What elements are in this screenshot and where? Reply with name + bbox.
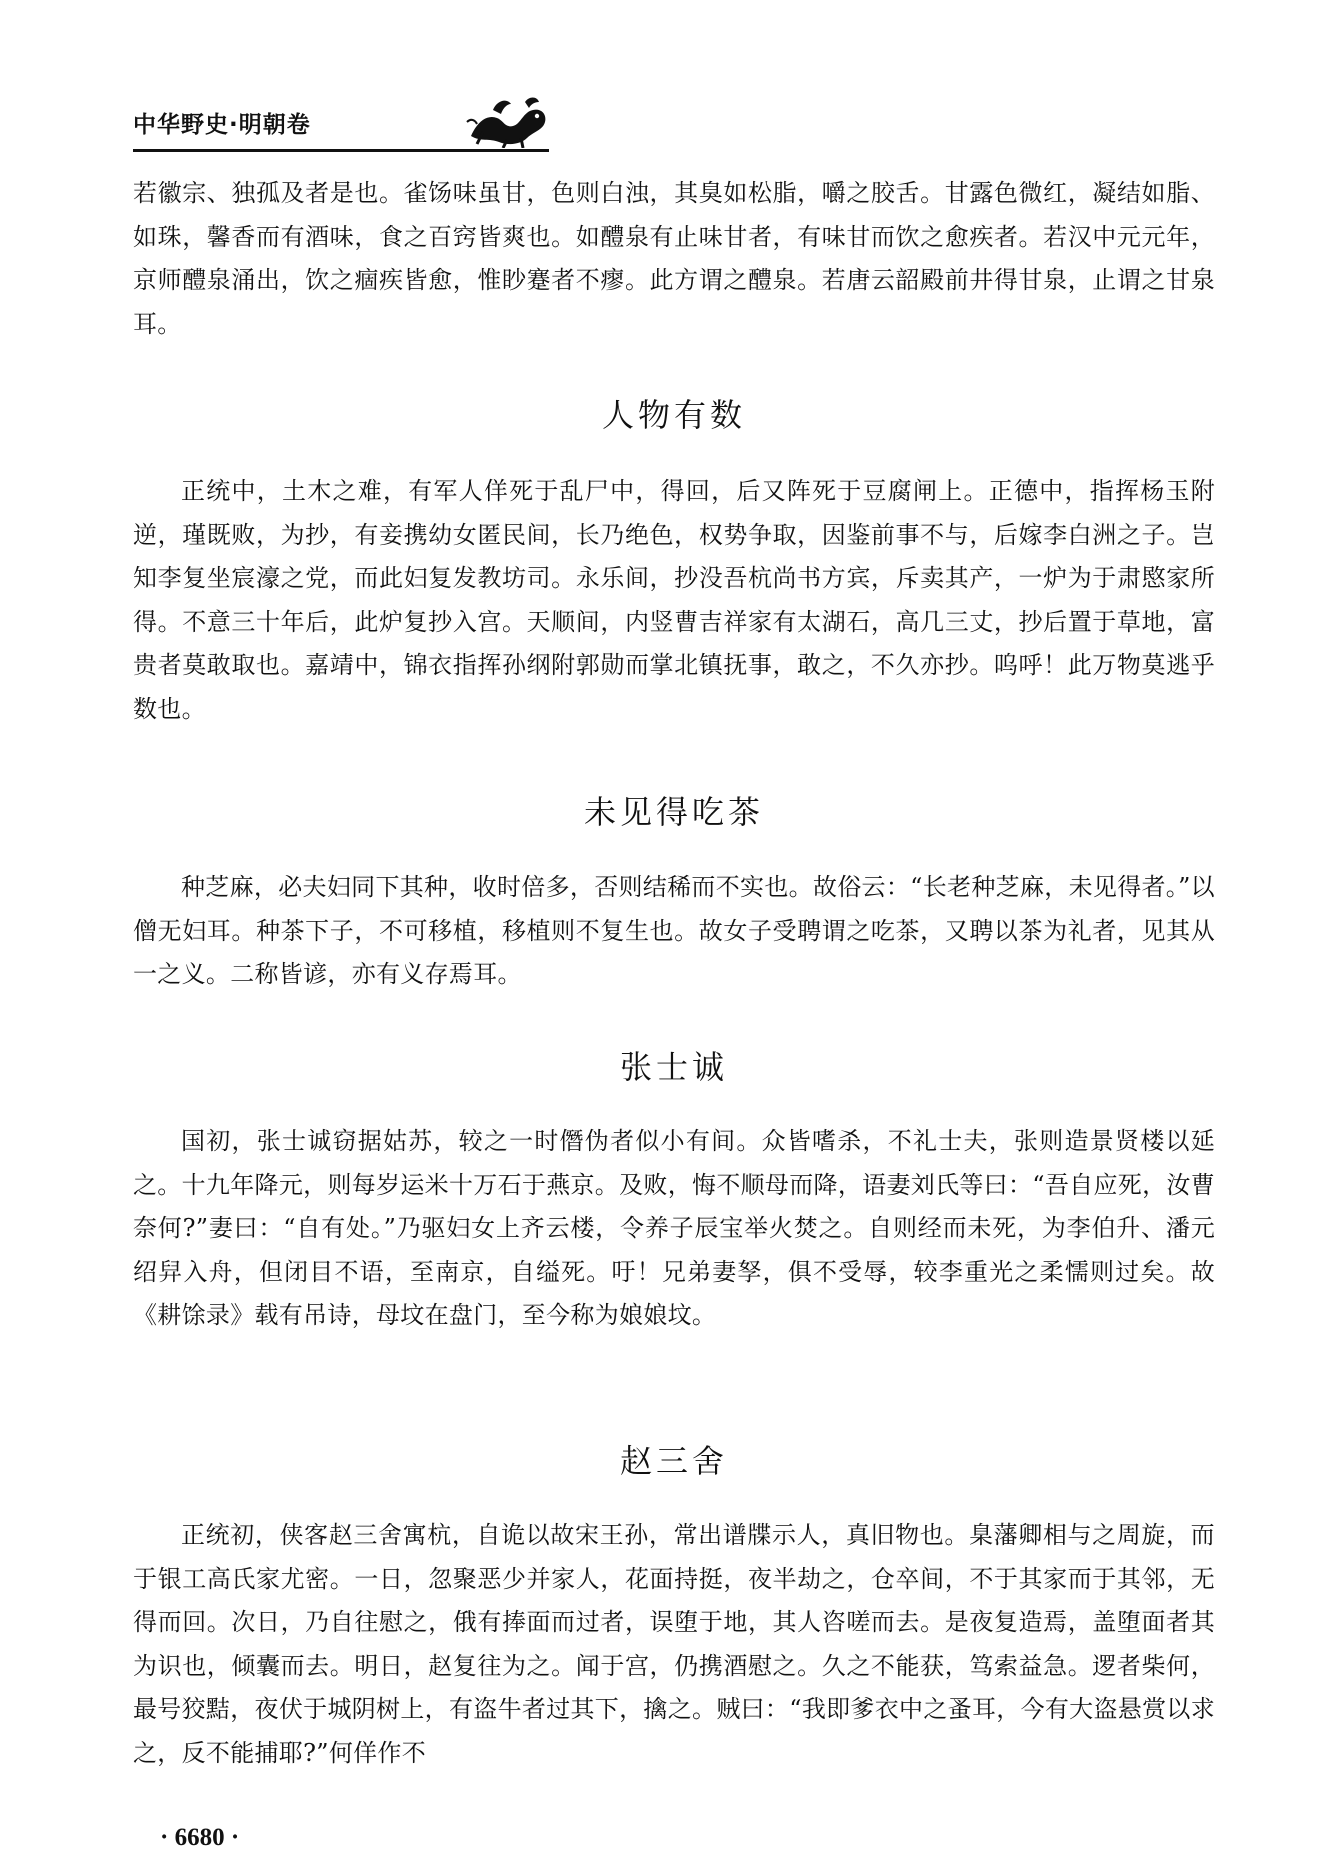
book-title: 中华野史·明朝卷 [133, 112, 311, 138]
page-number: · 6680 · [160, 1824, 240, 1851]
section-heading: 未见得吃茶 [583, 793, 764, 831]
running-header [133, 92, 553, 152]
paragraph: 国初，张士诚窃据姑苏，较之一时僭伪者似小有间。众皆嗜杀，不礼士夫，张则造景贤楼以延之。十九年降元，则每岁运米十万石于燕京。及败，悔不顺母而降，语妻刘氏等曰：“吾自应死，汝曹奈何?”妻曰：“自有处。”乃驱妇女上齐云楼，令养子辰宝举火焚之。自则经而未死，为李伯升、潘元绍舁入舟，但闭目不语，至南京，自缢死。吁！兄弟妻孥，俱不受辱，较李重光之柔懦则过矣。故《耕馀录》载有吊诗，母坟在盘门，至今称为娘娘坟。 [133, 1127, 1215, 1329]
section-heading: 张士诚 [619, 1048, 728, 1086]
paragraph: 种芝麻，必夫妇同下其种，收时倍多，否则结稀而不实也。故俗云：“长老种芝麻，未见得者。”以僧无妇耳。种茶下子，不可移植，移植则不复生也。故女子受聘谓之吃茶，又聘以茶为礼者，见其从一之义。二称皆谚，亦有义存焉耳。 [133, 873, 1215, 988]
section-body [133, 866, 1215, 997]
dragon-emblem-icon [463, 92, 553, 148]
paragraph: 正统中，土木之难，有军人佯死于乱尸中，得回，后又阵死于豆腐闸上。正德中，指挥杨玉附逆，瑾既败，为抄，有妾携幼女匿民间，长乃绝色，权势争取，因鉴前事不与，后嫁李白洲之子。岂知李复坐宸濠之党，而此妇复发教坊司。永乐间，抄没吾杭尚书方宾，斥卖其产，一炉为于肃愍家所得。不意三十年后，此炉复抄入宫。天顺间，内竖曹吉祥家有太湖石，高几三丈，抄后置于草地，富贵者莫敢取也。嘉靖中，锦衣指挥孙纲附郭勋而掌北镇抚事，敢之，不久亦抄。呜呼！此万物莫逃乎数也。 [133, 477, 1215, 723]
section-heading: 人物有数 [601, 396, 746, 434]
paragraph: 若徽宗、独孤及者是也。雀饧味虽甘，色则白浊，其臭如松脂，嚼之胶舌。甘露色微红，凝结如脂、如珠，馨香而有酒味，食之百窍皆爽也。如醴泉有止味甘者，有味甘而饮之愈疾者。若汉中元元年，京师醴泉涌出，饮之痼疾皆愈，惟眇蹇者不瘳。此方谓之醴泉。若唐云韶殿前井得甘泉，止谓之甘泉耳。 [133, 179, 1215, 338]
paragraph: 正统初，侠客赵三舍寓杭，自诡以故宋王孙，常出谱牒示人，真旧物也。臬藩卿相与之周旋，而于银工高氏家尤密。一日，忽聚恶少并家人，花面持挺，夜半劫之，仓卒间，不于其家而于其邻，无得而回。次日，乃自往慰之，俄有捧面而过者，误堕于地，其人咨嗟而去。是夜复造焉，盖堕面者其为识也，倾囊而去。明日，赵复往为之。闻于宫，仍携酒慰之。久之不能获，笃索益急。逻者柴何，最号狡黠，夜伏于城阴树上，有盗牛者过其下，擒之。贼曰：“我即爹衣中之蚤耳，今有大盗悬赏以求之，反不能捕耶?”何佯作不 [133, 1521, 1215, 1767]
continued-text-block [133, 172, 1215, 346]
section-body [133, 470, 1215, 731]
section-heading: 赵三舍 [619, 1442, 728, 1480]
header-rule [133, 149, 549, 152]
section-body [133, 1120, 1215, 1338]
section-body [133, 1514, 1215, 1775]
